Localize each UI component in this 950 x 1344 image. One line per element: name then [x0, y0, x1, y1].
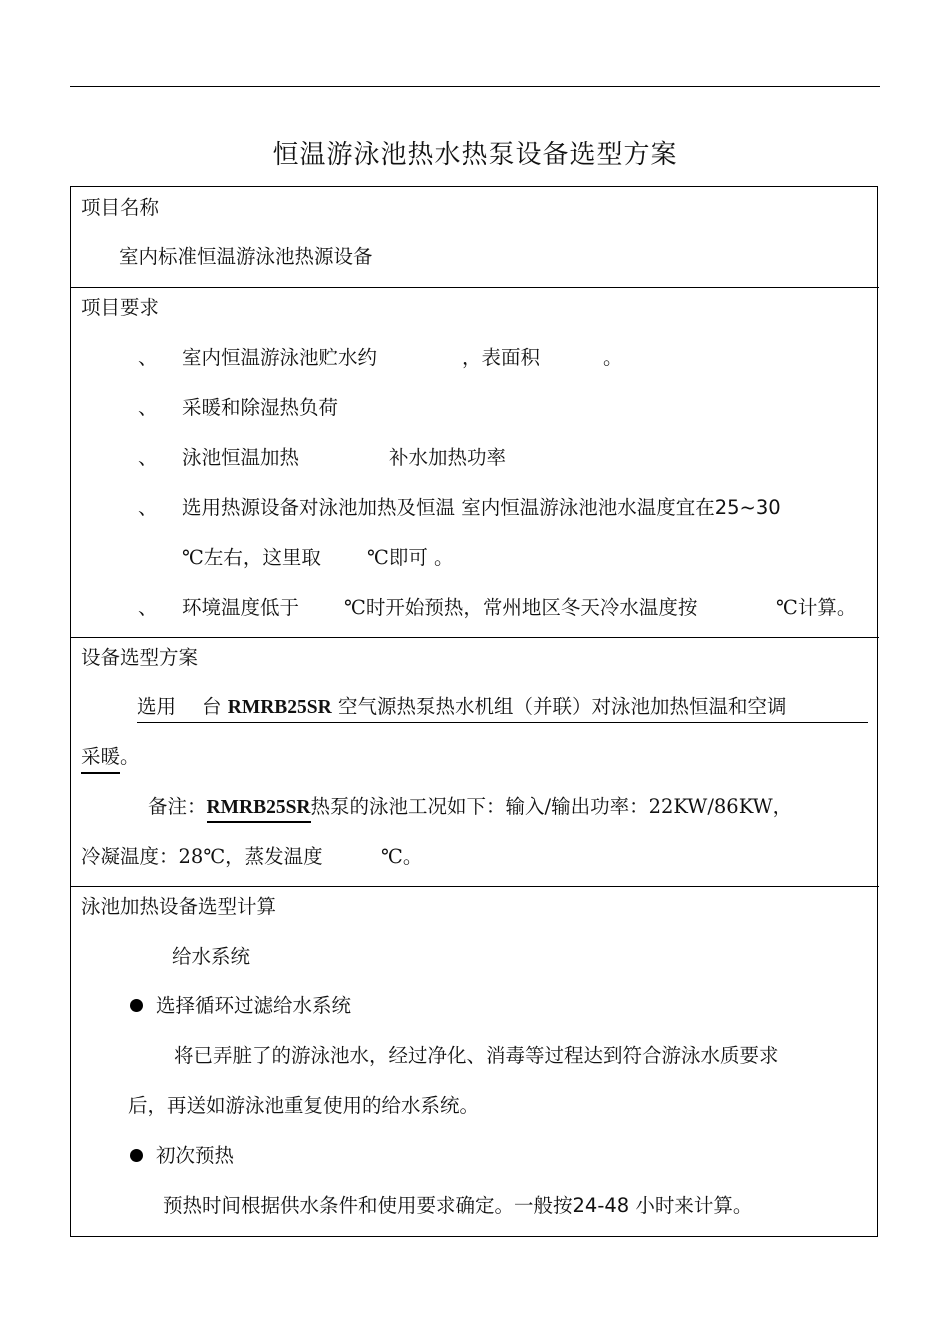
list-marker: 、	[138, 496, 158, 519]
requirement-1-text: 室内恒温游泳池贮水约	[182, 346, 378, 369]
list-marker: 、	[138, 446, 158, 469]
requirements-heading: 项目要求	[81, 296, 160, 319]
row-divider-2	[70, 637, 879, 638]
calc-paragraph-2: 后，再送如游泳池重复使用的给水系统。	[128, 1094, 480, 1117]
list-marker: 、	[138, 346, 158, 369]
calc-paragraph-3: 预热时间根据供水条件和使用要求确定。一般按24-48 小时来计算。	[163, 1194, 753, 1217]
requirement-1-end: 。	[603, 346, 623, 369]
requirement-5-cont: ℃时开始预热，常州地区冬天冷水温度按	[344, 596, 698, 619]
header-rule	[70, 86, 880, 87]
note-line-2: 冷凝温度：28℃，蒸发温度	[81, 845, 323, 868]
requirement-3-supply: 补水加热功率	[389, 446, 507, 469]
requirement-5-end: ℃计算。	[776, 596, 857, 619]
requirement-4-end: ℃即可 。	[367, 546, 454, 569]
list-marker: 、	[138, 596, 158, 619]
requirement-4-cont: ℃左右，这里取	[182, 546, 321, 569]
row-divider-1	[70, 287, 879, 288]
calc-paragraph-1: 将已弄脏了的游泳池水，经过净化、消毒等过程达到符合游泳水质要求	[174, 1044, 779, 1067]
plan-statement-cont: 采暖。	[81, 747, 140, 767]
row-divider-3	[70, 886, 879, 887]
document-title: 恒温游泳池热水热泵设备选型方案	[272, 140, 678, 170]
plan-heading: 设备选型方案	[81, 646, 199, 669]
bullet-item-1: 选择循环过滤给水系统	[156, 994, 352, 1017]
requirement-5-text: 环境温度低于	[182, 596, 300, 619]
requirement-4-text: 选用热源设备对泳池加热及恒温 室内恒温游泳池池水温度宜在25~30	[182, 496, 781, 519]
project-name-value: 室内标准恒温游泳池热源设备	[119, 245, 373, 268]
requirement-2-text: 采暖和除湿热负荷	[182, 396, 339, 419]
calc-heading: 泳池加热设备选型计算	[81, 895, 277, 918]
note-line-1: 备注：RMRB25SR热泵的泳池工况如下：输入/输出功率：22KW/86KW，	[148, 797, 792, 818]
bullet-dot-icon	[130, 999, 143, 1012]
water-system-subheading: 给水系统	[172, 945, 251, 968]
plan-statement: 选用 台 RMRB25SR 空气源热泵热水机组（并联）对泳池加热恒温和空调	[137, 697, 868, 723]
list-marker: 、	[138, 396, 158, 419]
project-name-heading: 项目名称	[81, 196, 160, 219]
note-line-2-end: ℃。	[381, 845, 423, 868]
bullet-item-2: 初次预热	[156, 1144, 235, 1167]
bullet-dot-icon	[130, 1149, 143, 1162]
requirement-3-text: 泳池恒温加热	[182, 446, 300, 469]
requirement-1-area: ，表面积	[462, 346, 541, 369]
